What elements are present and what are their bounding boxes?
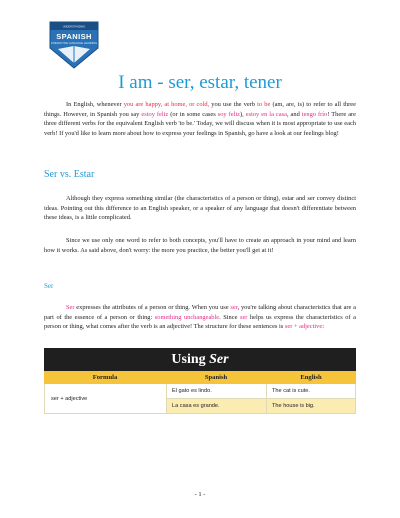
logo xyxy=(44,18,104,70)
using-ser-table xyxy=(44,348,356,414)
table-cell-spanish: La casa es grande. xyxy=(166,399,266,413)
logo-brand: SPANISH xyxy=(56,32,92,41)
table-header-formula: Formula xyxy=(92,374,118,381)
table-formula-cell: ser + adjective xyxy=(44,384,166,414)
ser-vs-estar-paragraph-2: Since we use only one word to refer to both concepts, you'll have to create an approach in your mind and learn how it works. As said above, don't worry: the more you practice, the better you'll get at it! xyxy=(44,237,356,254)
intro-paragraph: In English, whenever you are happy, at home, or cold, you use the verb to be (am, are, is) to refer to all three things. However, in Spanish you say estoy feliz (or in some cases soy feliz), estoy en la casa, and tengo frío! There are three different verbs for the equivalent English verb 'to be.' Today, we will discuss when it is most appropriate to use each verb! If you'd like to learn more about how to express your feelings in Spanish, go have a look at our feelings blog! xyxy=(44,101,356,137)
table-cell-english: The house is big. xyxy=(266,399,356,413)
page-number: - 1 - xyxy=(194,491,206,498)
ser-vs-estar-paragraph-1: Although they express something similar (the characteristics of a person or thing), estar and ser convey distinct ideas. Pointing out this difference to an English speaker, or a speaker of any language that doesn't differentiate between these ideas, is a little complicated. xyxy=(44,195,356,221)
table-row xyxy=(166,384,356,399)
table-cell-english: The cat is cute. xyxy=(266,384,356,398)
table-title: Using Ser xyxy=(44,348,356,371)
table-header-spanish: Spanish xyxy=(204,374,228,381)
logo-small-top: UNDERSTANDING xyxy=(62,25,86,29)
section-heading-ser: Ser xyxy=(44,282,54,290)
logo-small-bottom: INTERACTIVE LANGUAGE LEARNING xyxy=(50,42,98,45)
ser-paragraph: Ser expresses the attributes of a person or thing. When you use ser, you're talking about characteristics that are a part of the essence of a person or thing: something unchangeable. Since ser helps us express the characteristics of a person or thing, what comes after the verb is an adjective! The structure for these sentences is ser + adjective: xyxy=(44,304,356,330)
table-example-rows xyxy=(166,384,356,414)
section-heading-ser-vs-estar: Ser vs. Estar xyxy=(44,169,95,180)
table-header-row xyxy=(44,371,356,384)
table-cell-spanish: El gato es lindo. xyxy=(166,384,266,398)
table-header-english: English xyxy=(300,374,322,381)
table-body xyxy=(44,384,356,414)
table-row xyxy=(166,399,356,414)
page-title: I am - ser, estar, tener xyxy=(118,72,282,93)
